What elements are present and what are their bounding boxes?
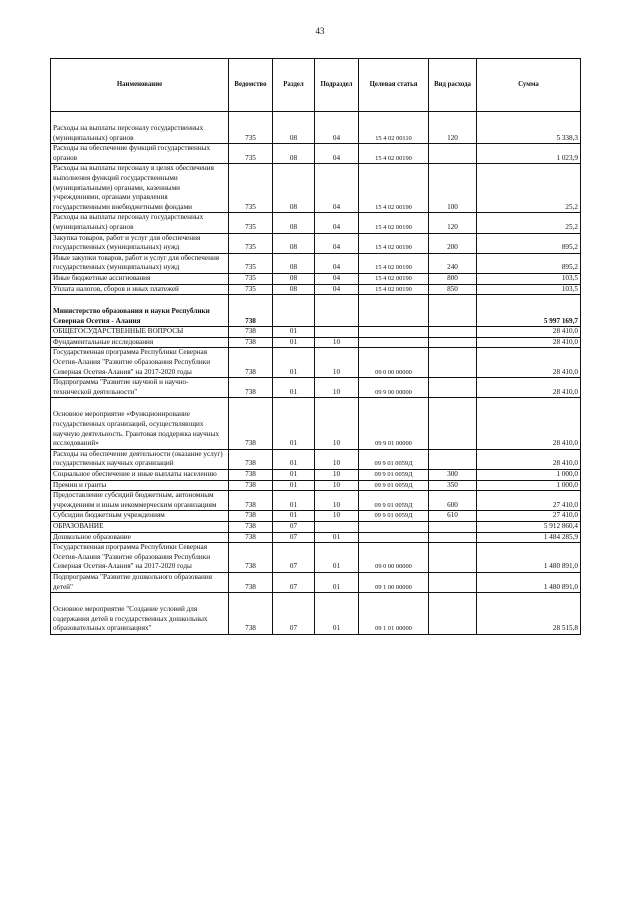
table-row <box>51 213 581 233</box>
cell-dept: 735 <box>229 213 273 233</box>
cell-subsection <box>315 327 359 338</box>
table-row <box>51 233 581 253</box>
cell-type <box>429 449 477 469</box>
cell-amount: 1 023,9 <box>477 144 581 164</box>
table-row <box>51 253 581 273</box>
cell-amount: 28 410,0 <box>477 378 581 398</box>
cell-dept: 735 <box>229 284 273 295</box>
cell-type <box>429 348 477 378</box>
cell-dept: 735 <box>229 164 273 213</box>
table-row <box>51 543 581 573</box>
table-row <box>51 511 581 522</box>
cell-subsection: 10 <box>315 348 359 378</box>
header-amount: Сумма <box>477 59 581 112</box>
cell-section: 01 <box>273 449 315 469</box>
cell-section: 08 <box>273 112 315 144</box>
cell-section: 07 <box>273 593 315 635</box>
cell-amount: 27 410,0 <box>477 491 581 511</box>
cell-dept: 738 <box>229 327 273 338</box>
cell-dept: 735 <box>229 253 273 273</box>
cell-target: 15 4 02 00190 <box>359 164 429 213</box>
table-body <box>51 112 581 635</box>
header-target: Целевая статья <box>359 59 429 112</box>
table-row <box>51 521 581 532</box>
cell-type: 120 <box>429 112 477 144</box>
cell-dept: 738 <box>229 572 273 592</box>
cell-subsection: 04 <box>315 284 359 295</box>
cell-section: 01 <box>273 470 315 481</box>
cell-subsection: 01 <box>315 572 359 592</box>
cell-dept: 735 <box>229 112 273 144</box>
cell-section: 08 <box>273 144 315 164</box>
cell-type <box>429 295 477 327</box>
cell-subsection: 10 <box>315 337 359 348</box>
cell-type <box>429 337 477 348</box>
cell-section: 01 <box>273 337 315 348</box>
cell-section: 08 <box>273 164 315 213</box>
cell-type <box>429 327 477 338</box>
cell-amount: 103,5 <box>477 284 581 295</box>
cell-target: 15 4 02 00190 <box>359 144 429 164</box>
cell-target: 09 0 00 00000 <box>359 348 429 378</box>
header-section: Раздел <box>273 59 315 112</box>
table-row <box>51 449 581 469</box>
cell-amount: 5 997 169,7 <box>477 295 581 327</box>
cell-name: Закупка товаров, работ и услуг для обеспечения государственных (муниципальных) нужд <box>51 233 229 253</box>
table-row <box>51 164 581 213</box>
cell-amount: 25,2 <box>477 164 581 213</box>
cell-target: 09 9 01 0059Д <box>359 480 429 491</box>
table-row <box>51 572 581 592</box>
cell-target: 15 4 02 00110 <box>359 112 429 144</box>
cell-name: Фундаментальные исследования <box>51 337 229 348</box>
cell-name: Расходы на выплаты персоналу государственных (муниципальных) органов <box>51 112 229 144</box>
cell-target: 15 4 02 00190 <box>359 253 429 273</box>
cell-amount: 28 410,0 <box>477 337 581 348</box>
cell-subsection: 01 <box>315 543 359 573</box>
cell-type: 240 <box>429 253 477 273</box>
cell-name: Иные закупки товаров, работ и услуг для обеспечения государственных (муниципальных) нужд <box>51 253 229 273</box>
cell-section <box>273 295 315 327</box>
cell-amount: 895,2 <box>477 253 581 273</box>
cell-amount: 895,2 <box>477 233 581 253</box>
cell-type <box>429 572 477 592</box>
cell-type: 200 <box>429 233 477 253</box>
cell-subsection: 04 <box>315 112 359 144</box>
cell-dept: 738 <box>229 521 273 532</box>
cell-target: 09 9 01 0059Д <box>359 491 429 511</box>
cell-name: Министерство образования и науки Республики Северная Осетия - Алания <box>51 295 229 327</box>
cell-target: 09 1 00 00000 <box>359 572 429 592</box>
cell-subsection: 01 <box>315 532 359 543</box>
header-expense-type: Вид расхода <box>429 59 477 112</box>
cell-type: 850 <box>429 284 477 295</box>
cell-name: Субсидии бюджетным учреждениям <box>51 511 229 522</box>
cell-subsection: 10 <box>315 470 359 481</box>
cell-subsection: 10 <box>315 511 359 522</box>
cell-section: 01 <box>273 491 315 511</box>
cell-target: 09 0 00 00000 <box>359 543 429 573</box>
cell-type: 800 <box>429 273 477 284</box>
cell-name: Иные бюджетные ассигнования <box>51 273 229 284</box>
cell-section: 08 <box>273 253 315 273</box>
cell-name: Социальное обеспечение и иные выплаты населению <box>51 470 229 481</box>
cell-name: Расходы на выплаты персоналу в целях обеспечения выполнения функций государственными (муниципальными) органами, казенными учреждениями, органами управления государственными внебюджетными фондами <box>51 164 229 213</box>
cell-dept: 738 <box>229 543 273 573</box>
cell-section: 01 <box>273 378 315 398</box>
cell-section: 07 <box>273 532 315 543</box>
cell-type <box>429 593 477 635</box>
cell-target: 09 1 01 00000 <box>359 593 429 635</box>
cell-amount: 5 338,3 <box>477 112 581 144</box>
cell-name: Предоставление субсидий бюджетным, автономным учреждениям и иным некоммерческим организациям <box>51 491 229 511</box>
cell-subsection <box>315 295 359 327</box>
table-row <box>51 273 581 284</box>
cell-amount: 1 480 891,0 <box>477 543 581 573</box>
page-number: 43 <box>315 26 325 36</box>
cell-amount: 25,2 <box>477 213 581 233</box>
cell-subsection: 04 <box>315 253 359 273</box>
table-row <box>51 295 581 327</box>
cell-dept: 738 <box>229 337 273 348</box>
cell-dept: 738 <box>229 398 273 449</box>
cell-dept: 738 <box>229 378 273 398</box>
cell-amount: 1 000,0 <box>477 480 581 491</box>
cell-dept: 738 <box>229 491 273 511</box>
cell-name: Основное мероприятие «Функционирование государственных организаций, осуществляющих научную деятельность. Грантовая поддержка научных исследований» <box>51 398 229 449</box>
cell-type: 350 <box>429 480 477 491</box>
cell-name: Расходы на выплаты персоналу государственных (муниципальных) органов <box>51 213 229 233</box>
cell-type <box>429 378 477 398</box>
cell-section: 08 <box>273 284 315 295</box>
cell-target <box>359 295 429 327</box>
cell-section: 01 <box>273 348 315 378</box>
cell-target: 09 9 00 00000 <box>359 378 429 398</box>
cell-dept: 738 <box>229 449 273 469</box>
cell-target <box>359 337 429 348</box>
cell-amount: 1 480 891,0 <box>477 572 581 592</box>
cell-target: 09 9 01 00000 <box>359 398 429 449</box>
cell-type: 100 <box>429 164 477 213</box>
cell-name: Расходы на обеспечение функций государственных органов <box>51 144 229 164</box>
cell-type: 600 <box>429 491 477 511</box>
cell-subsection: 01 <box>315 593 359 635</box>
cell-target <box>359 521 429 532</box>
cell-subsection: 10 <box>315 480 359 491</box>
cell-name: ОБЩЕГОСУДАРСТВЕННЫЕ ВОПРОСЫ <box>51 327 229 338</box>
cell-target: 09 9 01 0059Д <box>359 449 429 469</box>
cell-amount: 28 410,0 <box>477 327 581 338</box>
cell-type: 300 <box>429 470 477 481</box>
cell-section: 01 <box>273 327 315 338</box>
cell-subsection: 04 <box>315 233 359 253</box>
cell-dept: 735 <box>229 144 273 164</box>
cell-name: Государственная программа Республики Северная Осетия-Алания "Развитие образования Республики Северная Осетия-Алания" на 2017-2020 годы <box>51 348 229 378</box>
cell-target: 15 4 02 00190 <box>359 273 429 284</box>
cell-amount: 28 410,0 <box>477 398 581 449</box>
cell-dept: 738 <box>229 480 273 491</box>
cell-dept: 738 <box>229 511 273 522</box>
header-subsection: Подраздел <box>315 59 359 112</box>
cell-section: 07 <box>273 572 315 592</box>
cell-type: 120 <box>429 213 477 233</box>
cell-target: 09 9 01 0059Д <box>359 511 429 522</box>
cell-amount: 28 410,0 <box>477 449 581 469</box>
cell-subsection: 10 <box>315 449 359 469</box>
table-row <box>51 327 581 338</box>
cell-target <box>359 327 429 338</box>
cell-subsection: 10 <box>315 398 359 449</box>
cell-name: Подпрограмма "Развитие дошкольного образования детей" <box>51 572 229 592</box>
cell-subsection: 04 <box>315 164 359 213</box>
table-row <box>51 337 581 348</box>
cell-dept: 738 <box>229 532 273 543</box>
cell-name: Премии и гранты <box>51 480 229 491</box>
cell-amount: 27 410,0 <box>477 511 581 522</box>
header-dept: Ведомство <box>229 59 273 112</box>
table-row <box>51 378 581 398</box>
cell-amount: 103,5 <box>477 273 581 284</box>
table-row <box>51 144 581 164</box>
cell-type <box>429 144 477 164</box>
cell-amount: 28 515,8 <box>477 593 581 635</box>
cell-dept: 738 <box>229 593 273 635</box>
cell-section: 07 <box>273 521 315 532</box>
cell-dept: 738 <box>229 470 273 481</box>
header-name: Наименование <box>51 59 229 112</box>
cell-type <box>429 532 477 543</box>
cell-name: Основное мероприятие "Создание условий для содержания детей в государственных дошкольных образовательных организациях" <box>51 593 229 635</box>
cell-dept: 738 <box>229 295 273 327</box>
cell-amount: 1 000,0 <box>477 470 581 481</box>
cell-target: 15 4 02 00190 <box>359 284 429 295</box>
cell-subsection: 10 <box>315 378 359 398</box>
cell-target: 15 4 02 00190 <box>359 213 429 233</box>
cell-section: 08 <box>273 213 315 233</box>
cell-section: 07 <box>273 543 315 573</box>
cell-target: 09 9 01 0059Д <box>359 470 429 481</box>
cell-subsection: 04 <box>315 273 359 284</box>
cell-type: 610 <box>429 511 477 522</box>
cell-type <box>429 521 477 532</box>
budget-table <box>50 58 581 635</box>
cell-type <box>429 398 477 449</box>
table-row <box>51 112 581 144</box>
table-header-row <box>51 59 581 112</box>
cell-amount: 5 912 860,4 <box>477 521 581 532</box>
table-row <box>51 398 581 449</box>
cell-amount: 28 410,0 <box>477 348 581 378</box>
cell-subsection <box>315 521 359 532</box>
cell-subsection: 10 <box>315 491 359 511</box>
cell-section: 01 <box>273 480 315 491</box>
table-row <box>51 491 581 511</box>
cell-type <box>429 543 477 573</box>
cell-dept: 735 <box>229 233 273 253</box>
table-row <box>51 348 581 378</box>
cell-section: 01 <box>273 511 315 522</box>
cell-name: Уплата налогов, сборов и иных платежей <box>51 284 229 295</box>
cell-section: 08 <box>273 273 315 284</box>
cell-dept: 738 <box>229 348 273 378</box>
cell-target <box>359 532 429 543</box>
cell-subsection: 04 <box>315 144 359 164</box>
cell-subsection: 04 <box>315 213 359 233</box>
cell-section: 01 <box>273 398 315 449</box>
table-row <box>51 470 581 481</box>
cell-amount: 1 484 285,9 <box>477 532 581 543</box>
cell-section: 08 <box>273 233 315 253</box>
cell-name: ОБРАЗОВАНИЕ <box>51 521 229 532</box>
cell-name: Подпрограмма "Развитие научной и научно-технической деятельности" <box>51 378 229 398</box>
table-row <box>51 284 581 295</box>
cell-name: Дошкольное образование <box>51 532 229 543</box>
cell-dept: 735 <box>229 273 273 284</box>
table-row <box>51 532 581 543</box>
table-row <box>51 480 581 491</box>
cell-target: 15 4 02 00190 <box>359 233 429 253</box>
table-row <box>51 593 581 635</box>
cell-name: Государственная программа Республики Северная Осетия-Алания "Развитие образования Республики Северная Осетия-Алания" на 2017-2020 годы <box>51 543 229 573</box>
cell-name: Расходы на обеспечение деятельности (оказание услуг) государственных научных организаций <box>51 449 229 469</box>
